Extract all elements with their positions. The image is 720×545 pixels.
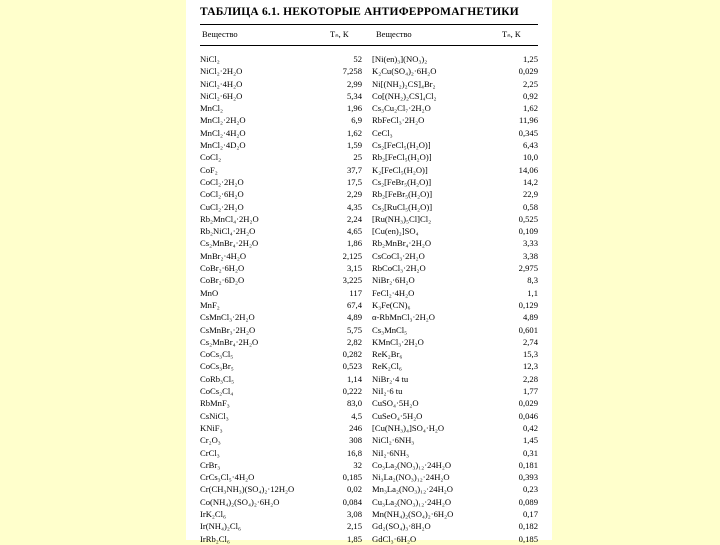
tn-left-cell: 5,75 (346, 324, 362, 335)
table-row (200, 102, 538, 114)
table-row (200, 422, 538, 434)
table-row (200, 164, 538, 176)
tn-left-cell: 83,0 (346, 398, 362, 409)
tn-left-cell: 1,85 (346, 533, 362, 544)
tn-right-cell: 2,74 (522, 336, 538, 347)
tn-right-cell: 14,2 (522, 176, 538, 187)
tn-left-cell: 0,02 (346, 484, 362, 495)
tn-right-cell: 0,185 (518, 533, 538, 544)
tn-left-cell: 2,82 (346, 336, 362, 347)
substance-left-cell: CoBr₂·6D₂O (200, 275, 245, 286)
tn-left-cell: 52 (353, 54, 362, 64)
tn-right-cell: 0,42 (522, 422, 538, 433)
substance-left-cell: CrBr₃ (200, 459, 221, 470)
tn-right-cell: 0,029 (518, 398, 538, 409)
substance-right-cell: K₂Cu(SO₄)₂·6H₂O (372, 66, 437, 77)
tn-left-cell: 16,8 (346, 447, 362, 458)
substance-left-cell: MnF₂ (200, 299, 220, 310)
tn-right-cell: 1,1 (527, 287, 538, 298)
substance-left-cell: Rb₂MnCl₄·2H₂O (200, 213, 259, 224)
tn-left-cell: 1,14 (346, 373, 362, 384)
antiferromagnet-table (200, 53, 538, 545)
tn-right-cell: 10,0 (522, 152, 538, 163)
substance-left-cell: CoCl₂ (200, 152, 222, 163)
tn-left-cell: 6,9 (351, 115, 362, 126)
tn-left-cell: 117 (349, 287, 362, 298)
tn-left-cell: 3,15 (346, 263, 362, 274)
table-row (200, 496, 538, 508)
tn-left-cell: 0,523 (342, 361, 362, 372)
substance-left-cell: CuCl₂·2H₂O (200, 201, 244, 212)
substance-left-cell: CoCs₃Cl₅ (200, 349, 234, 360)
substance-right-cell: α-RbMnCl₃·2H₂O (372, 312, 436, 323)
tn-right-cell: 11,96 (518, 115, 538, 126)
substance-right-cell: [Cu(NH₃)₄]SO₄·H₂O (372, 422, 445, 433)
tn-left-cell: 17,5 (346, 176, 362, 187)
tn-right-cell: 1,45 (522, 435, 538, 446)
table-row (200, 299, 538, 311)
table-row (200, 459, 538, 471)
substance-left-cell: Co(NH₄)₂(SO₄)₂·6H₂O (200, 496, 280, 507)
substance-left-cell: Cr₂O₃ (200, 435, 221, 446)
tn-left-cell: 0,185 (342, 472, 362, 483)
tn-left-cell: 1,59 (346, 140, 362, 151)
substance-right-cell: RbFeCl₃·2H₂O (372, 115, 425, 126)
substance-left-cell: MnCl₂·4H₂O (200, 127, 246, 138)
table-row (200, 225, 538, 237)
tn-right-cell: 0,182 (518, 521, 538, 532)
substance-left-cell: IrK₂Cl₆ (200, 508, 227, 519)
substance-right-cell: Mn₃La₂(NO₃)₁₂·24H₂O (372, 484, 453, 495)
table-row (200, 262, 538, 274)
tn-right-cell: 15,3 (522, 349, 538, 360)
table-row (200, 139, 538, 151)
header-bottom-rule (200, 45, 538, 46)
substance-left-cell: NiCl₂·2H₂O (200, 66, 243, 77)
table-row (200, 360, 538, 372)
substance-right-cell: Co₃La₂(NO₃)₁₂·24H₂O (372, 459, 452, 470)
tn-left-cell: 2,29 (346, 189, 362, 200)
tn-right-cell: 0,393 (518, 472, 538, 483)
substance-right-cell: K₃Fe(CN)₆ (372, 299, 411, 310)
table-row (200, 434, 538, 446)
table-row (200, 176, 538, 188)
substance-right-cell: Rb₂MnBr₄·2H₂O (372, 238, 432, 249)
tn-left-cell: 2,125 (342, 250, 362, 261)
substance-right-cell: CeCl₃ (372, 127, 393, 138)
substance-left-cell: CoF₂ (200, 164, 218, 175)
tn-left-cell: 0,222 (342, 386, 362, 397)
substance-left-cell: IrRb₂Cl₆ (200, 533, 230, 544)
tn-right-cell: 1,77 (522, 386, 538, 397)
table-row (200, 127, 538, 139)
tn-right-cell: 0,525 (518, 213, 538, 224)
substance-right-cell: Cu₃La₂(NO₃)₁₂·24H₂O (372, 496, 452, 507)
substance-right-cell: CsCoCl₃·2H₂O (372, 250, 425, 261)
tn-left-cell: 4,89 (346, 312, 362, 323)
table-row (200, 201, 538, 213)
table-row (200, 213, 538, 225)
substance-right-cell: ReK₂Br₆ (372, 349, 403, 360)
table-row (200, 78, 538, 90)
tn-left-cell: 0,282 (342, 349, 362, 360)
table-row (200, 114, 538, 126)
table-row (200, 520, 538, 532)
substance-left-cell: Cr(CH₃NH₃)(SO₄)₂·12H₂O (200, 484, 295, 495)
tn-right-cell: 2,975 (518, 263, 538, 274)
substance-right-cell: NiBr₂·6H₂O (372, 275, 415, 286)
substance-right-cell: Ni[(NH₂)₂CS]₄Br₂ (372, 78, 436, 89)
tn-left-cell: 4,65 (346, 226, 362, 237)
table-row (200, 287, 538, 299)
substance-left-cell: MnO (200, 287, 219, 298)
tn-right-cell: 0,109 (518, 226, 538, 237)
tn-left-cell: 7,258 (342, 66, 362, 77)
tn-right-cell: 0,029 (518, 66, 538, 77)
table-row (200, 65, 538, 77)
tn-left-cell: 2,24 (346, 213, 362, 224)
tn-right-cell: 0,345 (518, 127, 538, 138)
tn-right-cell: 0,58 (522, 201, 538, 212)
table-row (200, 410, 538, 422)
substance-right-cell: Cs₂[RuCl₅(H₂O)] (372, 201, 433, 212)
table-row (200, 483, 538, 495)
substance-left-cell: CrCl₃ (200, 447, 220, 458)
tn-left-cell: 67,4 (346, 299, 362, 310)
substance-left-cell: CsNiCl₃ (200, 410, 229, 421)
substance-left-cell: KNiF₃ (200, 422, 223, 433)
substance-right-cell: NiCl₂·6NH₃ (372, 435, 415, 446)
table-row (200, 447, 538, 459)
substance-left-cell: CoCs₃Br₅ (200, 361, 234, 372)
substance-left-cell: MnCl₂·2H₂O (200, 115, 246, 126)
header-substance-left: Вещество (202, 29, 238, 39)
substance-left-cell: CoBr₂·6H₂O (200, 263, 245, 274)
table-row (200, 508, 538, 520)
table-row (200, 90, 538, 102)
tn-left-cell: 2,99 (346, 78, 362, 89)
substance-right-cell: NiI₂·6 tu (372, 386, 403, 397)
substance-left-cell: Cs₂MnBr₄·2H₂O (200, 336, 259, 347)
tn-right-cell: 3,38 (522, 250, 538, 261)
tn-right-cell: 0,046 (518, 410, 538, 421)
substance-right-cell: Cs₃Cu₂Cl₇·2H₂O (372, 103, 431, 114)
tn-right-cell: 0,17 (522, 508, 538, 519)
tn-right-cell: 8,3 (527, 275, 538, 286)
substance-right-cell: Cs₂[FeCl₅(H₂O)] (372, 140, 431, 151)
header-top-rule (200, 24, 538, 25)
scanned-page (186, 0, 552, 544)
tn-left-cell: 1,62 (346, 127, 362, 138)
tn-left-cell: 0,084 (342, 496, 362, 507)
substance-left-cell: CoCs₂Cl₄ (200, 386, 234, 397)
tn-right-cell: 0,181 (518, 459, 538, 470)
header-substance-right: Вещество (376, 29, 412, 39)
substance-left-cell: Cs₂MnBr₄·2H₂O (200, 238, 259, 249)
tn-left-cell: 1,86 (346, 238, 362, 249)
tn-left-cell: 32 (353, 459, 362, 470)
table-row (200, 274, 538, 286)
table-row (200, 311, 538, 323)
tn-right-cell: 1,25 (522, 54, 538, 64)
table-row (200, 336, 538, 348)
table-row (200, 373, 538, 385)
tn-right-cell: 0,601 (518, 324, 538, 335)
substance-left-cell: Ir(NH₄)₂Cl₆ (200, 521, 241, 532)
table-row (200, 250, 538, 262)
substance-right-cell: [Ru(NH₃)₅Cl]Cl₂ (372, 213, 432, 224)
substance-left-cell: RbMnF₃ (200, 398, 230, 409)
tn-right-cell: 0,089 (518, 496, 538, 507)
substance-right-cell: CuSeO₄·5H₂O (372, 410, 423, 421)
tn-left-cell: 1,96 (346, 103, 362, 114)
header-tn-left: Tₙ, К (330, 29, 349, 39)
substance-left-cell: CoCl₂·2H₂O (200, 176, 244, 187)
tn-right-cell: 14,06 (518, 164, 538, 175)
tn-right-cell: 2,28 (522, 373, 538, 384)
table-row (200, 151, 538, 163)
header-tn-right: Tₙ, К (502, 29, 521, 39)
substance-left-cell: CoRb₃Cl₅ (200, 373, 235, 384)
tn-right-cell: 0,31 (522, 447, 538, 458)
substance-right-cell: ReK₂Cl₆ (372, 361, 402, 372)
substance-right-cell: [Ni(en)₃](NO₃)₂ (372, 54, 428, 64)
tn-left-cell: 25 (353, 152, 362, 163)
table-row (200, 53, 538, 65)
substance-left-cell: Rb₂NiCl₄·2H₂O (200, 226, 256, 237)
table-row (200, 385, 538, 397)
substance-right-cell: CuSO₄·5H₂O (372, 398, 419, 409)
substance-left-cell: MnCl₂·4D₂O (200, 140, 246, 151)
substance-right-cell: Rb₂[FeBr₅(H₂O)] (372, 189, 433, 200)
substance-left-cell: CsMnCl₃·2H₂O (200, 312, 255, 323)
tn-left-cell: 37,7 (346, 164, 362, 175)
substance-right-cell: Cs₂[FeBr₅(H₂O)] (372, 176, 432, 187)
substance-left-cell: NiCl₂·4H₂O (200, 78, 243, 89)
substance-right-cell: [Cu(en)₂]SO₄ (372, 226, 419, 237)
tn-left-cell: 3,225 (342, 275, 362, 286)
substance-right-cell: Co[(NH₂)₂CS]₄Cl₂ (372, 90, 437, 101)
substance-right-cell: KMnCl₃·2H₂O (372, 336, 424, 347)
table-title: ТАБЛИЦА 6.1. НЕКОТОРЫЕ АНТИФЕРРОМАГНЕТИКИ (200, 6, 519, 18)
substance-right-cell: K₂[FeCl₅(H₂O)] (372, 164, 428, 175)
substance-left-cell: MnBr₂·4H₂O (200, 250, 247, 261)
tn-right-cell: 0,92 (522, 90, 538, 101)
table-row (200, 237, 538, 249)
tn-left-cell: 4,35 (346, 201, 362, 212)
substance-right-cell: NiBr₂·4 tu (372, 373, 409, 384)
tn-right-cell: 0,23 (522, 484, 538, 495)
substance-left-cell: MnCl₂ (200, 103, 224, 114)
table-row (200, 188, 538, 200)
table-row (200, 471, 538, 483)
tn-right-cell: 0,129 (518, 299, 538, 310)
substance-right-cell: GdCl₃·6H₂O (372, 533, 417, 544)
tn-right-cell: 2,25 (522, 78, 538, 89)
tn-right-cell: 3,33 (522, 238, 538, 249)
tn-left-cell: 2,15 (346, 521, 362, 532)
tn-right-cell: 12,3 (522, 361, 538, 372)
table-row (200, 397, 538, 409)
substance-right-cell: Rb₂[FeCl₅(H₂O)] (372, 152, 432, 163)
substance-right-cell: Ni₃La₂(NO₃)₁₂·24H₂O (372, 472, 450, 483)
tn-left-cell: 246 (349, 422, 362, 433)
substance-left-cell: CoCl₂·6H₂O (200, 189, 244, 200)
substance-left-cell: CrCs₃Cl₅·4H₂O (200, 472, 255, 483)
substance-right-cell: FeCl₂·4H₂O (372, 287, 415, 298)
tn-left-cell: 3,08 (346, 508, 362, 519)
substance-left-cell: NiCl₂·6H₂O (200, 90, 243, 101)
tn-left-cell: 308 (349, 435, 362, 446)
table-row (200, 324, 538, 336)
tn-right-cell: 6,43 (522, 140, 538, 151)
substance-right-cell: Mn(NH₄)₂(SO₄)₂·6H₂O (372, 508, 454, 519)
table-row (200, 348, 538, 360)
tn-right-cell: 1,62 (522, 103, 538, 114)
substance-right-cell: RbCoCl₃·2H₂O (372, 263, 426, 274)
tn-right-cell: 22,9 (522, 189, 538, 200)
tn-left-cell: 5,34 (346, 90, 362, 101)
substance-right-cell: NiI₂·6NH₃ (372, 447, 410, 458)
substance-left-cell: NiCl₂ (200, 54, 220, 64)
tn-right-cell: 4,89 (522, 312, 538, 323)
tn-left-cell: 4,5 (351, 410, 362, 421)
substance-right-cell: Cs₃MnCl₅ (372, 324, 408, 335)
substance-left-cell: CsMnBr₃·2H₂O (200, 324, 256, 335)
table-row (200, 533, 538, 545)
substance-right-cell: Gd₂(SO₄)₃·8H₂O (372, 521, 431, 532)
